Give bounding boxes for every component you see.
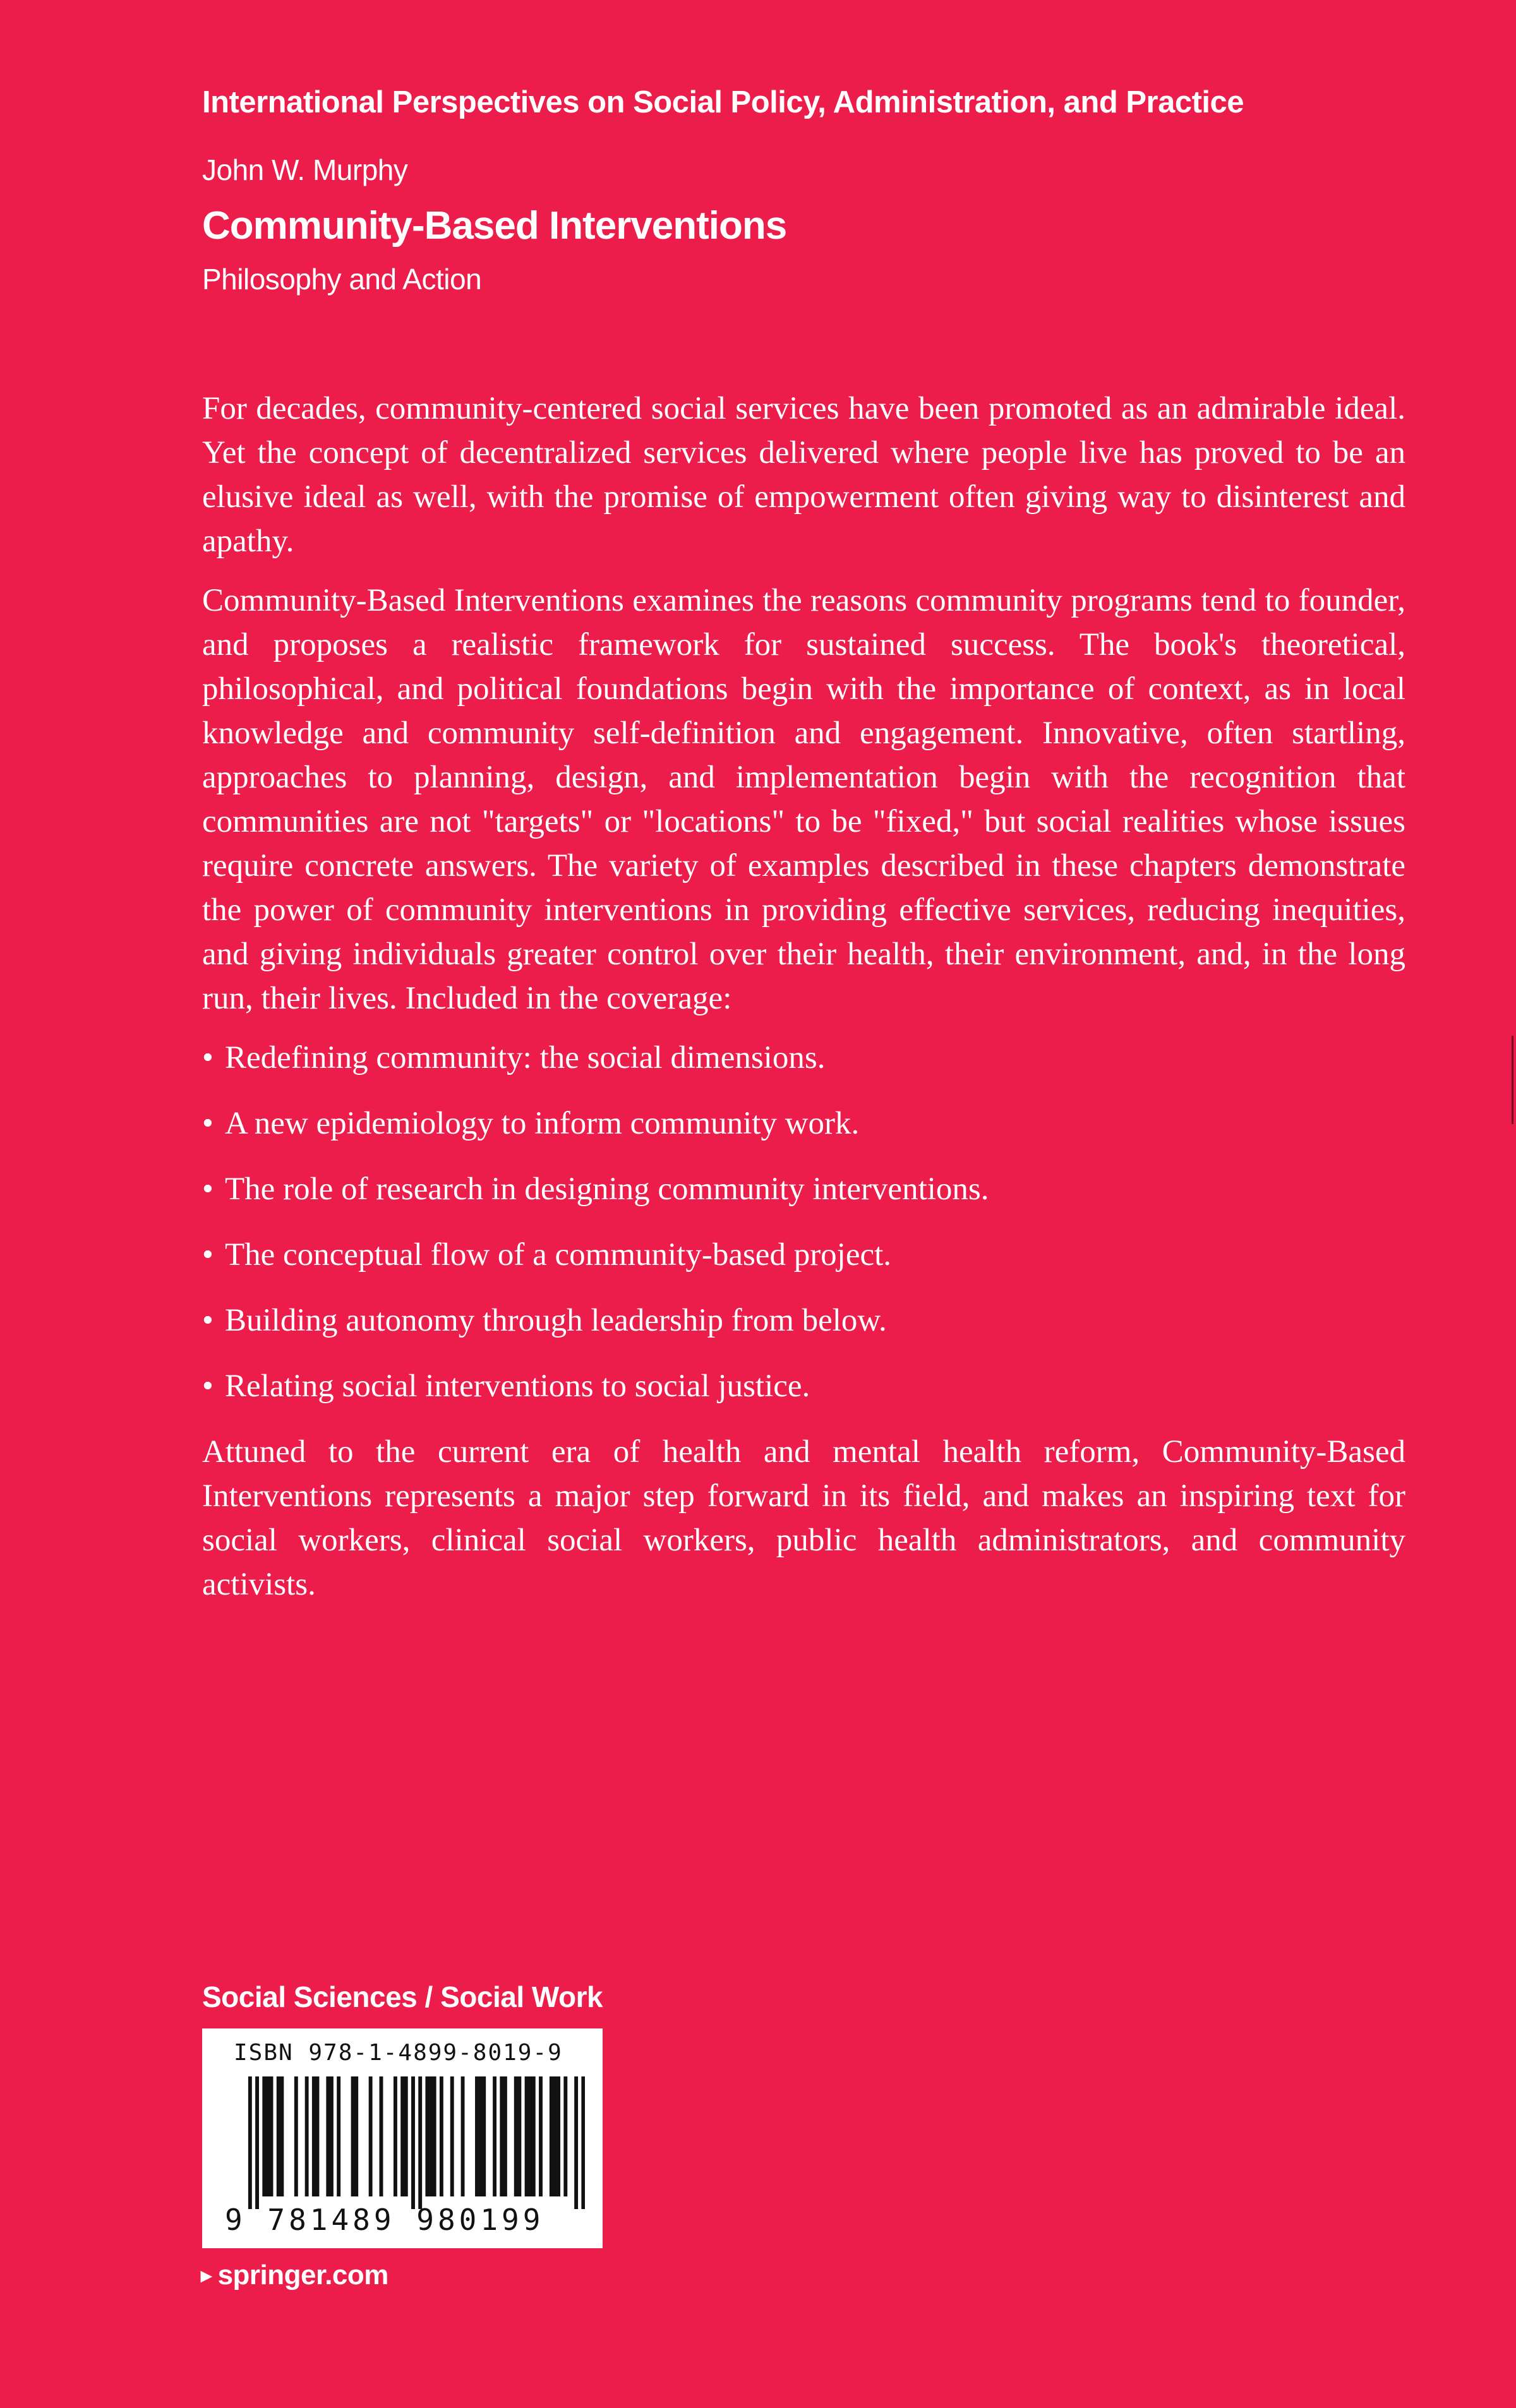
website-label: springer.com [217, 2260, 388, 2291]
barcode-bar [517, 2076, 521, 2196]
barcode-bar [262, 2076, 266, 2196]
barcode-bar [255, 2076, 259, 2209]
series-title: International Perspectives on Social Policy, Administration, and Practice [202, 85, 1244, 119]
barcode-bar [316, 2076, 320, 2196]
isbn-label: ISBN 978-1-4899-8019-9 [234, 2040, 563, 2066]
barcode-bar [248, 2076, 252, 2209]
coverage-item [202, 1298, 1405, 1343]
spine-edge-mark [1512, 1036, 1513, 1124]
isbn-barcode [202, 2028, 603, 2248]
book-subtitle: Philosophy and Action [202, 263, 482, 296]
barcode-bar [354, 2076, 358, 2196]
barcode-bar [280, 2076, 284, 2196]
coverage-item [202, 1036, 1405, 1080]
barcode-bar [563, 2076, 567, 2196]
barcode-bar [337, 2076, 340, 2196]
coverage-item-text: A new epidemiology to inform community work. [225, 1106, 860, 1141]
author-name: John W. Murphy [202, 153, 408, 186]
barcode-bar [482, 2076, 486, 2196]
publisher-website[interactable] [201, 2260, 388, 2291]
barcode-digits: 9 781489 980199 [225, 2203, 544, 2237]
bullet-icon: • [202, 1369, 214, 1404]
coverage-item [202, 1364, 1405, 1408]
description-paragraph-3: Attuned to the current era of health and mental health reform, Community-Based Interventions represents a major step forward in its field, and makes an inspiring text for social workers, clinical social workers, public health administrators, and community activists. [202, 1434, 1405, 1602]
coverage-item [202, 1167, 1405, 1211]
barcode-bar [400, 2076, 404, 2196]
barcode-bar [270, 2076, 274, 2196]
barcode-bar [351, 2076, 355, 2196]
bullet-icon: • [202, 1106, 214, 1141]
barcode-bars [220, 2076, 585, 2209]
barcode-bar [461, 2076, 465, 2196]
coverage-item-text: Building autonomy through leadership from below. [225, 1303, 887, 1338]
barcode-bar [503, 2076, 507, 2196]
coverage-item [202, 1101, 1405, 1146]
barcode-bar [312, 2076, 316, 2196]
barcode-bar [266, 2076, 270, 2196]
coverage-item-text: The conceptual flow of a community-based project. [225, 1237, 892, 1273]
barcode-bar [425, 2076, 429, 2196]
barcode-bar [550, 2076, 553, 2196]
barcode-bar [369, 2076, 373, 2196]
barcode-bar [553, 2076, 556, 2196]
description-paragraph-1: For decades, community-centered social services have been promoted as an admirable ideal. Yet the concept of decentralized services delivered where people live has proved to be an elusive ideal as well, with the promise of empowerment often giving way to disinterest and apathy. [202, 391, 1405, 559]
barcode-bar [581, 2076, 585, 2209]
barcode-bar [574, 2076, 578, 2209]
subject-category: Social Sciences / Social Work [202, 1980, 603, 2013]
barcode-bar [500, 2076, 503, 2196]
barcode-bar [532, 2076, 536, 2196]
barcode-bar [493, 2076, 496, 2196]
book-description [202, 386, 1405, 1622]
barcode-bar [330, 2076, 334, 2196]
barcode-bar [326, 2076, 330, 2196]
barcode-bar [440, 2076, 443, 2196]
barcode-bar [528, 2076, 532, 2196]
barcode-bar [450, 2076, 454, 2196]
barcode-bar [433, 2076, 436, 2196]
bullet-icon: • [202, 1040, 214, 1075]
bullet-icon: • [202, 1237, 214, 1273]
barcode-bar [429, 2076, 433, 2196]
barcode-bar [411, 2076, 415, 2209]
barcode-bar [380, 2076, 383, 2196]
barcode-bar [556, 2076, 560, 2196]
bullet-icon: • [202, 1303, 214, 1338]
coverage-item [202, 1233, 1405, 1277]
barcode-bar [277, 2076, 280, 2196]
barcode-bar [404, 2076, 408, 2196]
barcode-bar [525, 2076, 529, 2196]
book-title: Community-Based Interventions [202, 204, 787, 248]
barcode-bar [418, 2076, 422, 2209]
coverage-item-text: Redefining community: the social dimensions. [225, 1040, 826, 1075]
coverage-item-text: Relating social interventions to social justice. [225, 1369, 810, 1404]
barcode-bar [514, 2076, 518, 2196]
coverage-list [202, 1036, 1405, 1408]
barcode-bar [539, 2076, 543, 2196]
barcode-bar [394, 2076, 397, 2196]
coverage-item-text: The role of research in designing community interventions. [225, 1171, 989, 1207]
barcode-bar [305, 2076, 309, 2196]
barcode-bar [479, 2076, 483, 2196]
description-paragraph-2: Community-Based Interventions examines the reasons community programs tend to founder, and proposes a realistic framework for sustained success. The book's theoretical, philosophical, and political foundations begin with the importance of context, as in local knowledge and community self-definition and engagement. Innovative, often startling, approaches to planning, design, and implementation begin with the recognition that communities are not "targets" or "locations" to be "fixed," but social realities whose issues require concrete answers. The variety of examples described in these chapters demonstrate the power of community interventions in providing effective services, reducing inequities, and giving individuals greater control over their health, their environment, and, in the long run, their lives. Included in the coverage: [202, 583, 1405, 1016]
arrow-icon: ▸ [201, 2263, 212, 2287]
barcode-bar [294, 2076, 298, 2196]
bullet-icon: • [202, 1171, 214, 1207]
barcode-bar [475, 2076, 479, 2196]
